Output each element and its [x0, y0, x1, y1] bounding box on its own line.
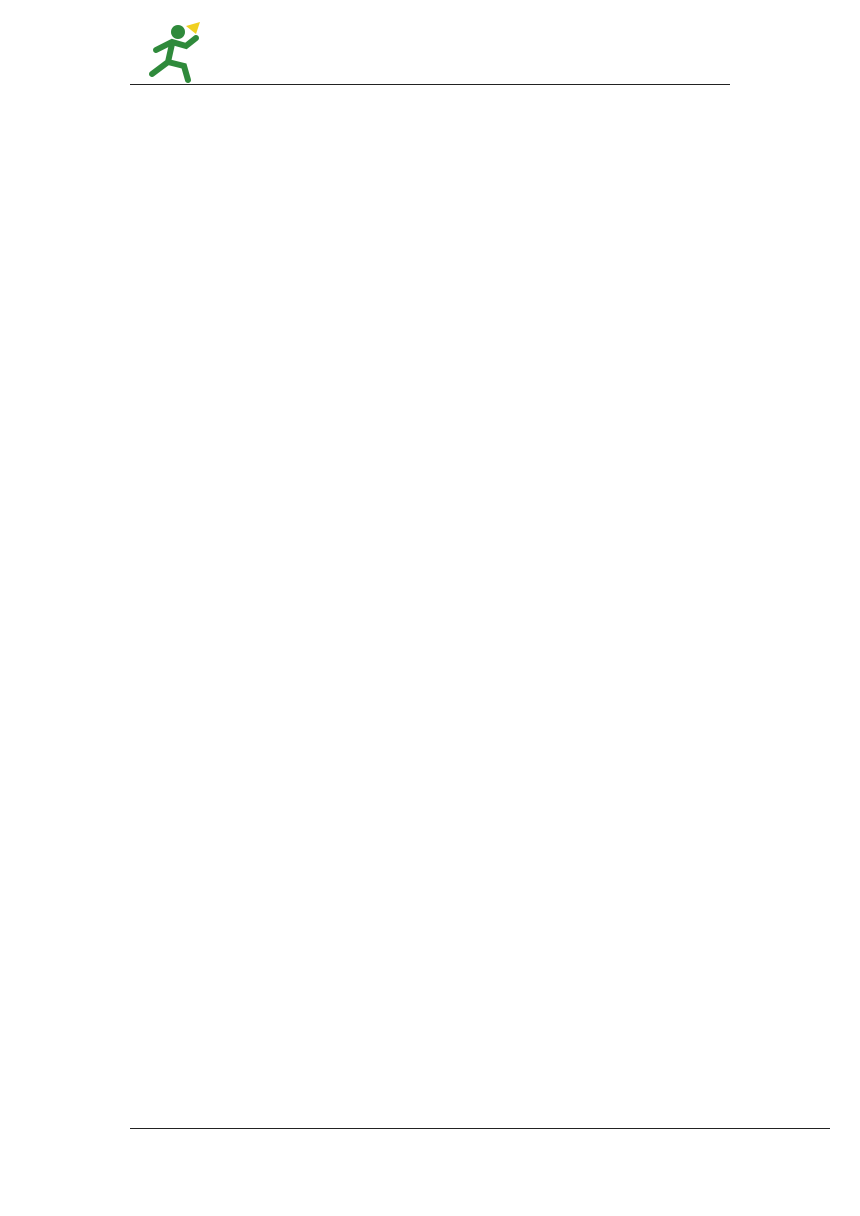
site-logo — [138, 22, 338, 84]
runner-icon — [138, 22, 208, 84]
header-divider — [130, 84, 730, 85]
watermark — [190, 400, 750, 800]
footer-divider — [130, 1128, 830, 1129]
page-header — [130, 22, 730, 88]
